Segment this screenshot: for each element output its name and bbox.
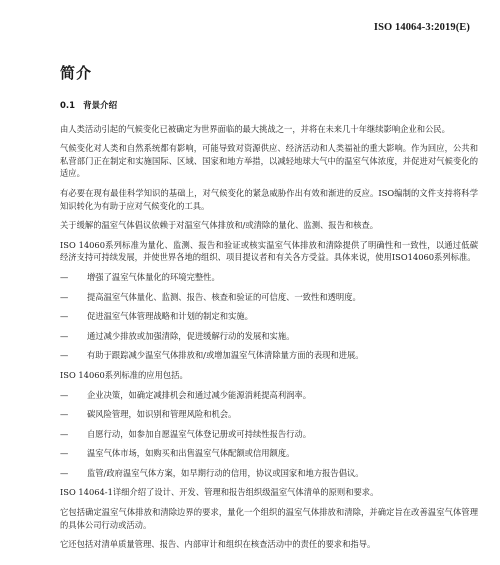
dash-marker: — — [60, 291, 69, 302]
list-item-text: 增强了温室气体量化的环境完整性。 — [87, 271, 220, 282]
list-item — [60, 408, 478, 421]
list-item-text: 企业决策，如确定减排机会和通过减少能源消耗提高利润率。 — [87, 389, 312, 400]
dash-marker: — — [60, 271, 69, 282]
section-number: 0.1 — [60, 101, 76, 111]
section-heading — [60, 100, 478, 113]
list-item — [60, 271, 478, 284]
list-item-text: 提高温室气体量化、监测、报告、核查和验证的可信度、一致性和透明度。 — [87, 291, 361, 302]
paragraph: 由人类活动引起的气候变化已被确定为世界面临的最大挑战之一，并将在未来几十年继续影响企业和公民。 — [60, 123, 450, 134]
list-item-text: 自愿行动，如参加自愿温室气体登记册或可持续性报告行动。 — [87, 428, 312, 439]
paragraph: 气候变化对人类和自然系统都有影响，可能导致对资源供应、经济活动和人类福祉的重大影响。作为回应，公共和私营部门正在制定和实施国际、区域、国家和地方举措，以减轻地球大气中的温室气体浓度，并促进对气候变化的适应。 — [60, 143, 478, 179]
dash-marker: — — [60, 428, 69, 439]
dash-marker: — — [60, 350, 69, 361]
paragraph: ISO 14060系列标准的应用包括。 — [60, 369, 188, 380]
list-item-text: 通过减少排放或加强清除，促进缓解行动的发展和实施。 — [87, 330, 295, 341]
list-item-text: 碳风险管理，如识别和管理风险和机会。 — [87, 409, 237, 420]
dash-marker: — — [60, 448, 69, 459]
list-item — [60, 310, 478, 323]
list-item — [60, 389, 478, 402]
list-item — [60, 447, 478, 460]
paragraph: 关于缓解的温室气体倡议依赖于对温室气体排放和/或清除的量化、监测、报告和核查。 — [60, 220, 379, 231]
list-item — [60, 467, 478, 480]
list-item — [60, 428, 478, 441]
benefits-list — [60, 271, 478, 362]
applications-list — [60, 389, 478, 480]
section-title: 背景介绍 — [83, 101, 118, 111]
paragraph: 有必要在现有最佳科学知识的基础上，对气候变化的紧急威胁作出有效和渐进的反应。ISO编制的文件支持将科学知识转化为有助于应对气候变化的工具。 — [60, 187, 478, 211]
dash-marker: — — [60, 311, 69, 322]
dash-marker: — — [60, 409, 69, 420]
list-item-text: 温室气体市场，如购买和出售温室气体配额或信用额度。 — [87, 448, 295, 459]
list-item-text: 监管/政府温室气体方案，如早期行动的信用，协议或国家和地方报告倡议。 — [87, 467, 364, 478]
paragraph: 它还包括对清单质量管理、报告、内部审计和组织在核查活动中的责任的要求和指导。 — [60, 539, 376, 550]
dash-marker: — — [60, 467, 69, 478]
document-body — [60, 100, 478, 558]
dash-marker: — — [60, 330, 69, 341]
list-item — [60, 349, 478, 362]
paragraph: 它包括确定温室气体排放和清除边界的要求，量化一个组织的温室气体排放和清除，并确定旨在改善温室气体管理的具体公司行动或活动。 — [60, 507, 478, 530]
page-title: 简介 — [60, 64, 93, 82]
standard-number: ISO 14064-3:2019(E) — [373, 22, 470, 33]
list-item — [60, 330, 478, 343]
dash-marker: — — [60, 389, 69, 400]
paragraph: ISO 14060系列标准为量化、监测、报告和验证或核实温室气体排放和清除提供了明确性和一致性，以通过低碳经济支持可持续发展，并使世界各地的组织、项目提议者和有关各方受益。具体来说，使用ISO14060系列标准。 — [60, 239, 478, 263]
paragraph: ISO 14064-1详细介绍了设计、开发、管理和报告组织级温室气体清单的原则和要求。 — [60, 487, 379, 498]
list-item-text: 有助于跟踪减少温室气体排放和/或增加温室气体清除量方面的表现和进展。 — [87, 350, 364, 361]
list-item — [60, 291, 478, 304]
list-item-text: 促进温室气体管理战略和计划的制定和实施。 — [87, 311, 253, 322]
